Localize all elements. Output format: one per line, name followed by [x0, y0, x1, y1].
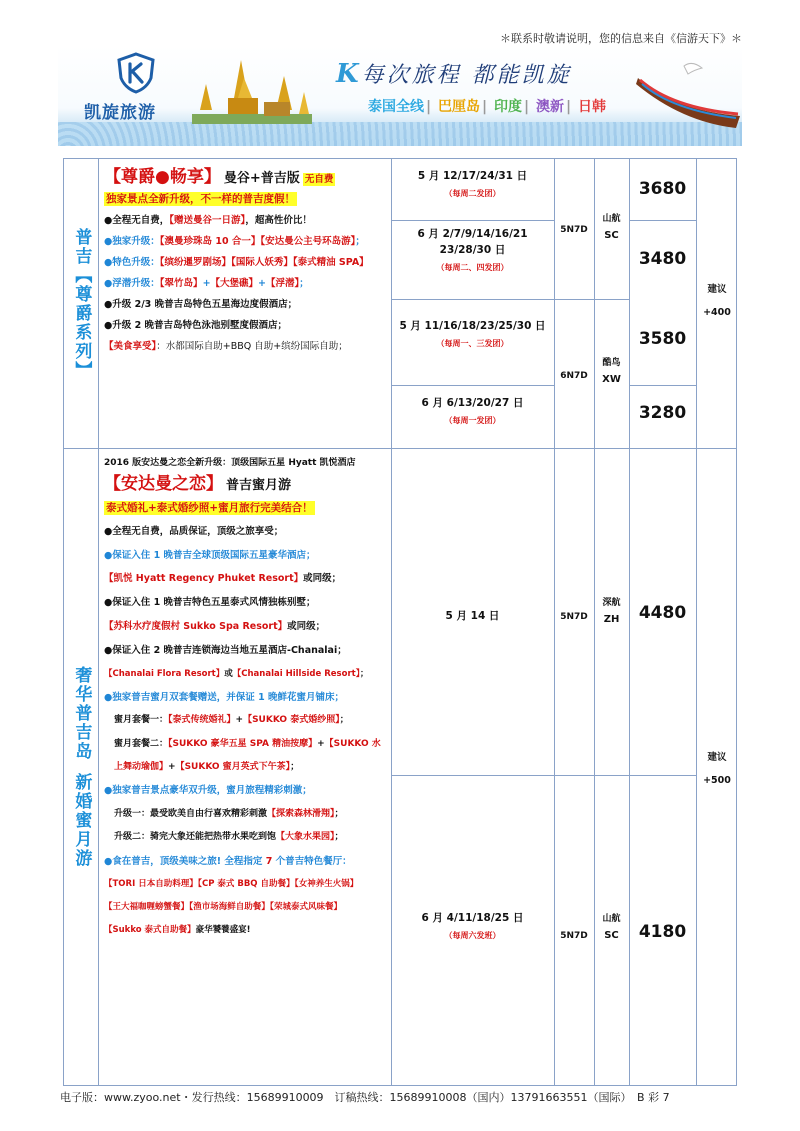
restaurant-line: 【王大福咖喱螃蟹餐】【渔市场海鲜自助餐】【荣城泰式风味餐】 — [104, 902, 343, 912]
tour-subtitle: 曼谷+普吉版 — [223, 171, 300, 186]
feature-line: 【苏科水疗度假村 Sukko Spa Resort】或同级； — [104, 621, 326, 633]
category-label-top: 奢华普吉岛 — [71, 665, 92, 761]
feature-line: ●独家普吉景点豪华双升级，蜜月旅程精彩刺激； — [104, 785, 312, 797]
departure-date: 5 月 11/16/18/23/25/30 日 （每周一、三发团） — [391, 319, 554, 350]
feature-line: ●保证入住 1 晚普吉全球顶级国际五星豪华酒店； — [104, 549, 316, 561]
departure-date: 6 月 2/7/9/14/16/21 23/28/30 日 （每周二、四发团） — [391, 227, 554, 274]
surcharge-note: 建议 +500 — [703, 752, 731, 786]
itinerary-table — [63, 158, 737, 1086]
shield-logo-icon — [116, 52, 156, 94]
highlight-line — [104, 502, 388, 515]
departure-frequency: （每周六发班） — [444, 930, 501, 940]
destination-japan-korea: 日韩 — [578, 99, 606, 115]
feature-line: ●全程无自费，【赠送曼谷一日游】，超高性价比！ — [104, 215, 312, 227]
departure-frequency: （每周二发团） — [444, 188, 501, 198]
airline-cell — [594, 355, 629, 389]
price: 3580 — [638, 329, 687, 349]
feature-line: 升级一：最受欧美自由行喜欢精彩刺激【探索森林滑翔】； — [114, 809, 344, 819]
destination-bali: 巴厘岛 — [438, 99, 480, 115]
tour-description — [104, 167, 388, 353]
destination-separator: | — [482, 99, 488, 115]
feature-line: 升级二：骑完大象还能把热带水果吃到饱【大象水果园】； — [114, 832, 344, 843]
destination-india: 印度 — [494, 99, 522, 115]
airline-code: XW — [602, 374, 621, 386]
departure-date: 5 月 14 日 — [445, 610, 500, 622]
tour-title-line — [104, 474, 388, 495]
feature-line: ●保证入住 2 晚普吉连锁海边当地五星酒店-Chanalai； — [104, 645, 347, 656]
airline-name: 深航 — [602, 598, 621, 608]
slogan-k-mark: K — [336, 59, 362, 89]
departure-frequency: （每周一、三发团） — [436, 338, 509, 348]
highlight-text: 泰式婚礼+泰式婚纱照+蜜月旅行完美结合！ — [106, 501, 313, 514]
feature-line: ●升级 2 晚普吉岛特色泳池别墅度假酒店； — [104, 319, 288, 331]
tour-title: 【尊爵●畅享】 — [104, 167, 221, 187]
category-label: 普吉【尊爵系列】 — [71, 227, 92, 380]
tour-title-line — [104, 167, 388, 188]
surcharge-note: 建议 +400 — [703, 284, 731, 318]
feature-line: 上舞动瑜伽】+【SUKKO 蜜月英式下午茶】； — [114, 761, 300, 772]
departure-frequency: （每周一发团） — [444, 415, 501, 425]
feature-line: 【Chanalai Flora Resort】或【Chanalai Hillside Resort】； — [104, 668, 369, 679]
price: 4180 — [638, 922, 687, 942]
price: 4480 — [638, 603, 687, 623]
source-note: ＊联系时敬请说明，您的信息来自《信游天下》＊ — [500, 32, 742, 45]
slogan-text: 每次旅程 都能凯旋 — [361, 63, 572, 88]
feature-line: ●食在普吉，顶级美味之旅! 全程指定 7 个普吉特色餐厅： — [104, 855, 352, 867]
tour-description — [104, 458, 388, 935]
airline-name: 山航 — [602, 214, 621, 224]
trip-days: 5N7D — [560, 931, 588, 941]
departure-frequency: （每周二、四发团） — [436, 262, 509, 272]
feature-line: ●全程无自费，品质保证，顶级之旅享受； — [104, 525, 284, 537]
feature-line: 【美食享受】：水都国际自助+BBQ 自助+缤纷国际自助； — [104, 340, 348, 352]
departure-date: 6 月 4/11/18/25 日 （每周六发班） — [391, 911, 554, 942]
destination-thailand: 泰国全线 — [368, 99, 424, 115]
airline-code: ZH — [603, 614, 620, 626]
destination-aus-nz: 澳新 — [536, 99, 564, 115]
feature-line: ●独家普吉蜜月双套餐赠送，并保证 1 晚鲜花蜜月铺床； — [104, 691, 345, 703]
destination-separator: | — [426, 99, 432, 115]
longtail-boat-icon — [632, 60, 742, 130]
category-cell — [64, 159, 98, 448]
tour-subtitle: 普吉蜜月游 — [226, 478, 292, 494]
slogan — [336, 58, 572, 89]
price: 3680 — [638, 179, 687, 199]
feature-line: 蜜月套餐二：【SUKKO 豪华五星 SPA 精油按摩】+【SUKKO 水 — [114, 738, 381, 749]
airline-name: 酷鸟 — [602, 358, 621, 368]
category-cell — [64, 448, 98, 1085]
temple-illustration-icon — [186, 58, 316, 130]
feature-line: 【凯悦 Hyatt Regency Phuket Resort】或同级； — [104, 573, 342, 585]
destination-separator: | — [566, 99, 572, 115]
footer-contact: 电子版：www.zyoo.net・发行热线：15689910009 订稿热线：15689910008（国内）13791663551（国际） B 彩 7 — [60, 1091, 670, 1104]
highlight-text: 独家景点全新升级，不一样的普吉度假！ — [106, 193, 295, 206]
departure-date: 5 月 12/17/24/31 日 （每周二发团） — [391, 169, 554, 200]
brand-name: 凯旋旅游 — [84, 103, 156, 123]
airline-cell — [594, 911, 629, 945]
header-banner — [58, 46, 742, 146]
airline-cell — [594, 211, 629, 245]
trip-days: 6N7D — [560, 371, 588, 381]
destination-separator: | — [524, 99, 530, 115]
airline-code: SC — [604, 230, 619, 242]
price: 3280 — [638, 403, 687, 423]
restaurant-line: 【TORI 日本自助料理】【CP 泰式 BBQ 自助餐】【女神养生火锅】 — [104, 879, 359, 890]
tour-title: 【安达曼之恋】 — [104, 474, 223, 495]
highlight-line — [104, 193, 388, 206]
departure-date: 6 月 6/13/20/27 日 （每周一发团） — [391, 396, 554, 427]
feature-line: ●升级 2/3 晚普吉岛特色五星海边度假酒店； — [104, 298, 298, 310]
airline-code: SC — [604, 930, 619, 942]
price: 3480 — [638, 249, 687, 269]
airline-cell — [594, 595, 629, 629]
no-extra-fee-badge: 无自费 — [304, 174, 334, 185]
trip-days: 5N7D — [560, 225, 588, 235]
trip-days: 5N7D — [560, 612, 588, 622]
airline-name: 山航 — [602, 914, 621, 924]
restaurant-line: 【Sukko 泰式自助餐】豪华饕餮盛宴! — [104, 924, 251, 935]
destination-list — [368, 96, 608, 116]
feature-line: 蜜月套餐一：【泰式传统婚礼】+【SUKKO 泰式婚纱照】； — [114, 715, 349, 726]
feature-line: ●独家升级：【澳曼珍珠岛 10 合一】【安达曼公主号环岛游】； — [104, 236, 365, 248]
feature-line: ●特色升级：【缤纷暹罗剧场】【国际人妖秀】【泰式精油 SPA】 — [104, 257, 369, 269]
tour-intro: 2016 版安达曼之恋全新升级：顶级国际五星 Hyatt 凯悦酒店 — [104, 458, 356, 468]
feature-line: ●保证入住 1 晚普吉特色五星泰式风情独栋别墅； — [104, 597, 316, 609]
category-label-bottom: 新婚蜜月游 — [71, 772, 92, 868]
feature-line: ●浮潜升级：【翠竹岛】+【大堡礁】+【浮潜】； — [104, 278, 309, 289]
